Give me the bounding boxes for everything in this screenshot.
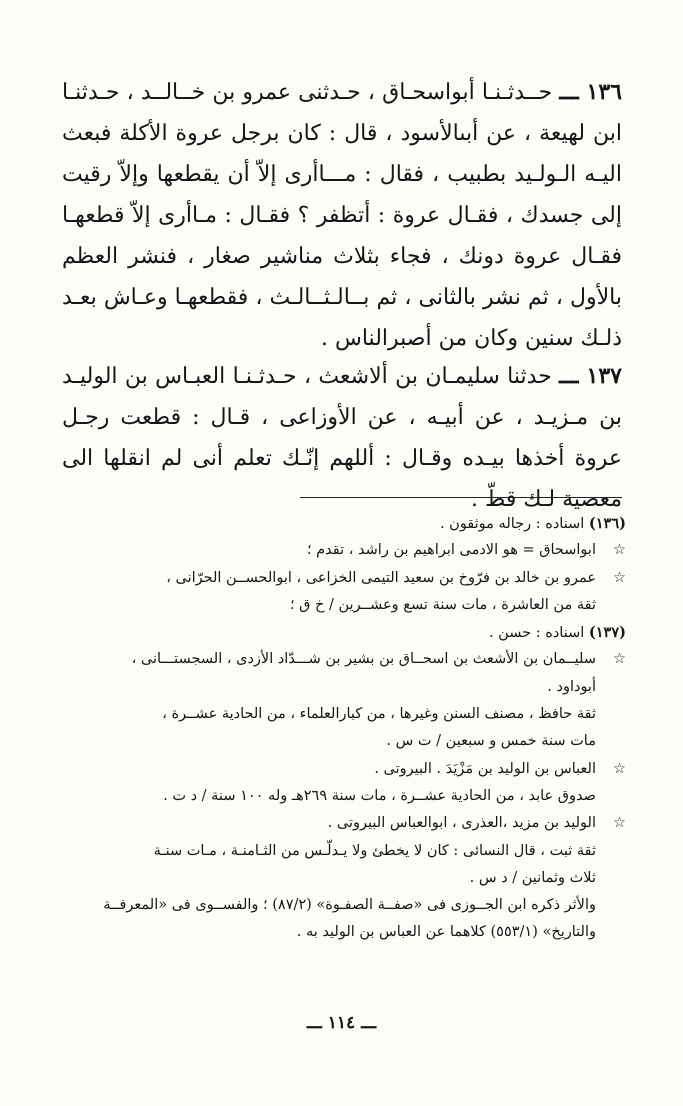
footnote-text: عمرو بن خالد بن فرّوخ بن سعيد التيمى الخزاعى ، ابوالحســن الحرّانى ، (166, 569, 596, 586)
footnote-text: والأثر ذكره ابن الجــوزى فى «صفــة الصفـوة» (٨٧/٢) ؛ والفســوى فى «المعرفــة (103, 897, 596, 914)
footnote-line (88, 865, 626, 892)
footnotes (88, 510, 626, 947)
footnote-line (88, 756, 626, 783)
footnote-line (88, 701, 626, 728)
footnote-text: أبوداود . (547, 678, 596, 695)
footnote-line (88, 728, 626, 755)
footnote-line (88, 619, 626, 646)
footnote-line (88, 646, 626, 673)
footnote-text: ابواسحاق = هو الادمى ابراهيم بن راشد ، تقدم ؛ (306, 542, 596, 559)
footnote-text: ثقة من العاشرة ، مات سنة تسع وعشــرين / خ ق ؛ (289, 596, 596, 613)
footnote-text: الوليد بن مزيد ،العذرى ، ابوالعباس البيروتى . (327, 815, 596, 832)
footnote-line (88, 537, 626, 564)
footnote-line (88, 892, 626, 919)
page-number: ـــ ١١٤ ـــ (306, 1013, 377, 1033)
footnote-number: (١٣٧) (588, 624, 626, 642)
footnote-line (88, 565, 626, 592)
footnote-text: اسناده : رجاله موثقون . (439, 516, 585, 532)
footnote-text: العباس بن الوليد بن مَزْيَدَ . البيروتى . (374, 760, 596, 777)
footnote-text: مات سنة خمس و سبعين / ت س . (386, 733, 596, 750)
footnote-text: والتاريخ» (٥٥٣/١) كلاهما عن العباس بن الوليد به . (296, 924, 596, 941)
star-icon: ☆ (613, 569, 626, 586)
footnote-text: ثلاث وثمانين / د س . (469, 869, 596, 886)
footnote-text: ثقة حافظ ، مصنف السنن وغيرها ، من كبارالعلماء ، من الحادية عشــرة ، (162, 706, 596, 723)
hadith-136-text: حــدثـنـا أبواسحـاق ، حـدثنى عمرو بن خــالــد ، حـدثنـا ابن لهيعة ، عن أبىالأسود ، قال : كان برجل عروة الأكلة فبعث اليـه الـولـيد بطبيب ، فقال : مـــاأرى إلاّ أن يقطعها وإلاّ رقيت إلى جسدك ، فقـال عروة : أتظفر ؟ فقـال : مـاأرى إلاّ قطعهـا فقـال عروة دونك ، فجاء بثلاث مناشير صغار ، فنشر العظم بالأول ، ثم نشر بالثانى ، ثم بــالـثــالـث ، فقطعهـا وعـاش بعـد ذلـك سنين وكان من أصبرالناس . (62, 80, 622, 351)
footnote-line (88, 510, 626, 537)
star-icon: ☆ (613, 815, 626, 832)
footnote-text: ثقة ثبت ، قال النسائى : كان لا يخطئ ولا يـدلّـس من الثـامنـة ، مـات سنـة (153, 842, 596, 859)
star-icon: ☆ (613, 651, 626, 668)
footnote-line (88, 810, 626, 837)
footnote-text: صدوق عابد ، من الحادية عشــرة ، مات سنة ٢٦٩هـ وله ١٠٠ سنة / د ت . (163, 787, 596, 804)
footnote-line (88, 592, 626, 619)
hadith-136 (62, 72, 622, 359)
star-icon: ☆ (613, 542, 626, 559)
footnote-line (88, 783, 626, 810)
footnote-divider (300, 497, 622, 498)
hadith-136-number: ١٣٦ ـــ (559, 79, 622, 105)
footnote-line (88, 838, 626, 865)
hadith-137-text: حدثنا سليمـان بن ألاشعث ، حـدثـنـا العبـاس بن الوليـد بن مـزيـد ، عن أبيـه ، عن الأوزاعى ، قـال : قطعت رجـل عروة أخذها بيـده وقـال : أللهم إنّـك تعلم أنى لم انقلها الى معصية لـك قطّ . (62, 364, 622, 512)
star-icon: ☆ (613, 760, 626, 777)
hadith-137-number: ١٣٧ ـــ (559, 363, 622, 389)
hadith-137 (62, 356, 622, 520)
footnote-number: (١٣٦) (588, 515, 626, 532)
footnote-line (88, 674, 626, 701)
footnote-line (88, 919, 626, 946)
footnote-text: اسناده : حسن . (488, 625, 585, 642)
footnote-text: سليــمان بن الأشعث بن اسحــاق بن بشير بن شـــدّاد الأزدى ، السجستـــانى ، (131, 651, 596, 668)
